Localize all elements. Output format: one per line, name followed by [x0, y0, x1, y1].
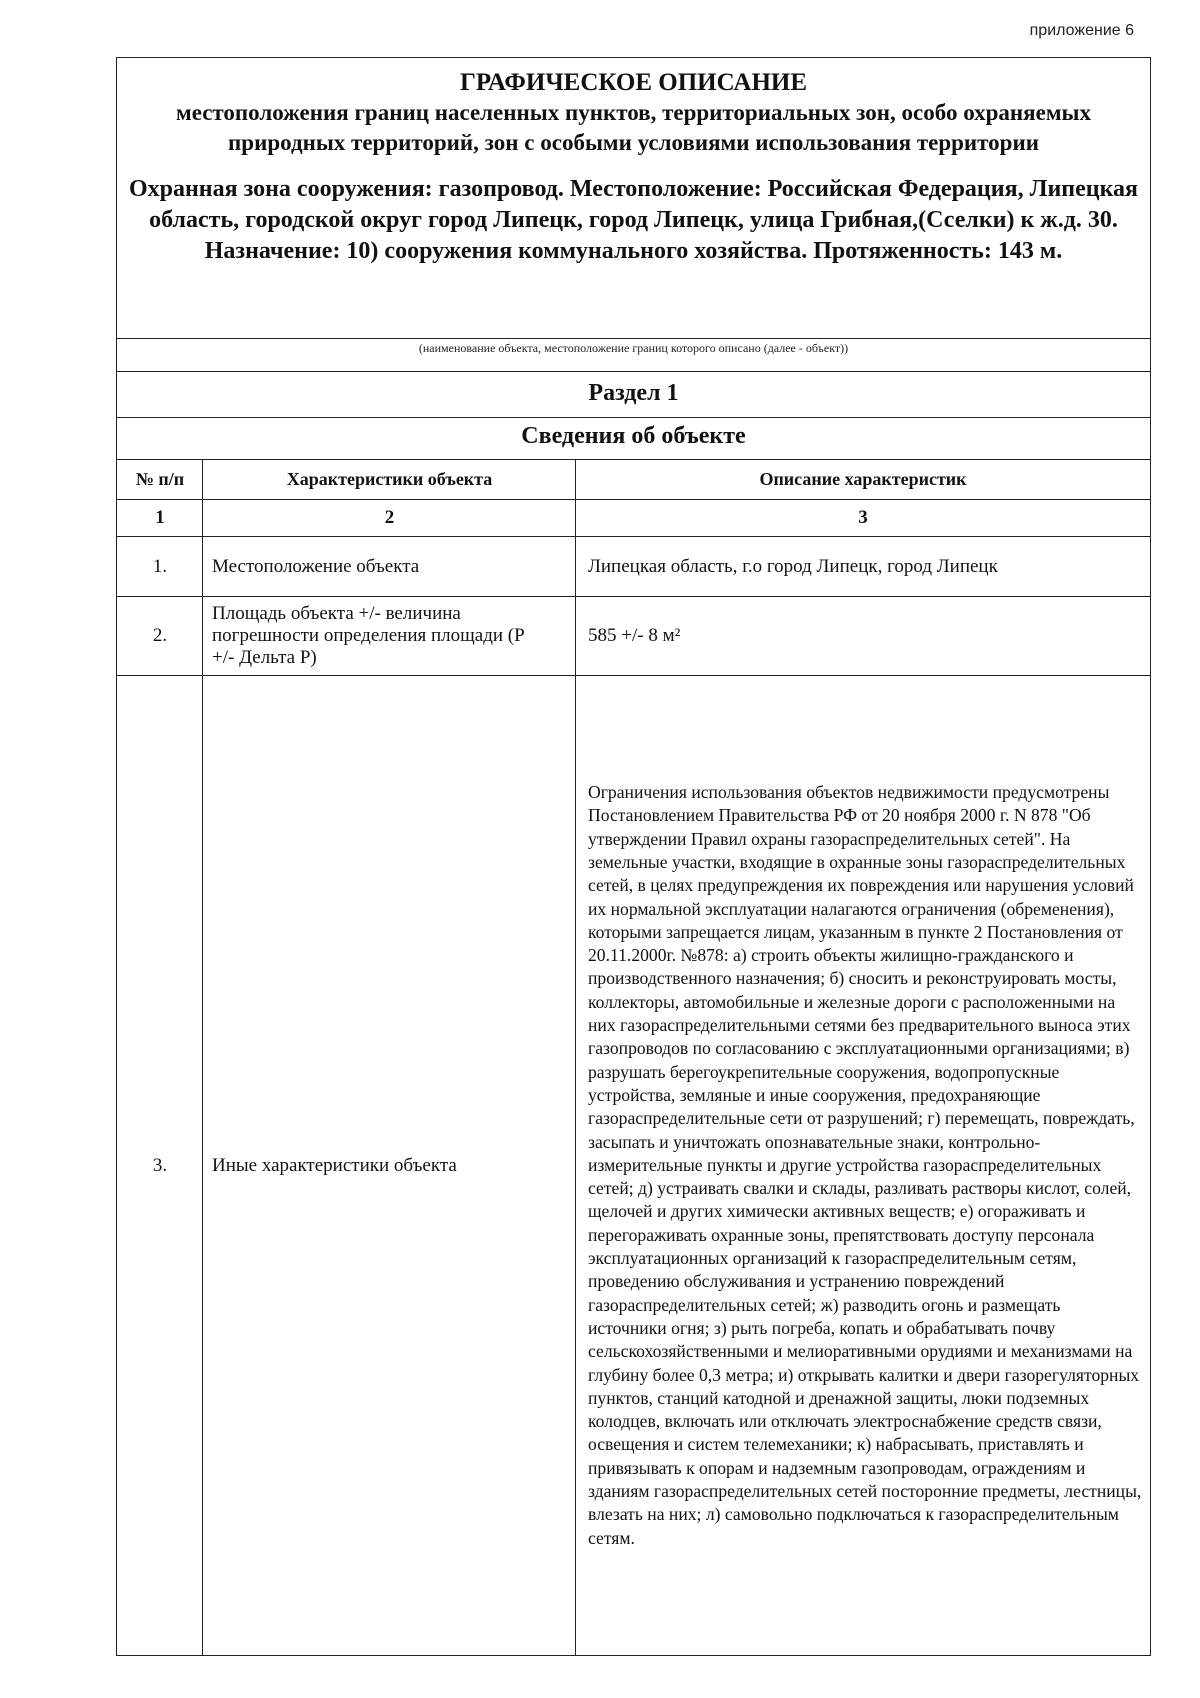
- header-characteristic: Характеристики объекта: [286, 469, 493, 489]
- row-3-characteristic: Иные характеристики объекта: [212, 1154, 457, 1176]
- divider: [117, 371, 1150, 372]
- column-number-3: 3: [858, 507, 868, 528]
- caption-divider: [117, 338, 1150, 339]
- column-number-2: 2: [384, 507, 395, 528]
- row-1-description: Липецкая область, г.о город Липецк, город Липецк: [588, 555, 998, 577]
- column-number-1: 1: [155, 507, 165, 528]
- row-2-description: 585 +/- 8 м²: [588, 625, 681, 646]
- header-description: Описание характеристик: [759, 469, 967, 489]
- document-frame: [116, 57, 1151, 1656]
- row-3-description: Ограничения использования объектов недвижимости предусмотрены Постановлением Правительства РФ от 20 ноября 2000 г. N 878 "Об утверждении Правил охраны газораспределительных сетей". На земельные участки, входящие в охранные зоны газораспределительных сетей, в целях предупреждения их повреждения или нарушения условий их нормальной эксплуатации налагаются ограничения (обременения), которыми запрещается лицам, указанным в пункте 2 Постановления от 20.11.2000г. №878: а) строить объекты жилищно-гражданского и производственного назначения; б) сносить и реконструировать мосты, коллекторы, автомобильные и железные дороги с расположенными на них газораспределительными сетями без предварительного выноса этих газопроводов по согласованию с эксплуатационными организациями; в) разрушать берегоукрепительные сооружения, водопропускные устройства, земляные и иные сооружения, предохраняющие газораспределительные сети от разрушений; г) перемещать, повреждать, засыпать и уничтожать опознавательные знаки, контрольно-измерительные пункты и другие устройства газораспределительных сетей; д) устраивать свалки и склады, разливать растворы кислот, солей, щелочей и других химически активных веществ; е) огораживать и перегораживать охранные зоны, препятствовать доступу персонала эксплуатационных организаций к газораспределительным сетям, проведению обслуживания и устранению повреждений газораспределительных сетей; ж) разводить огонь и размещать источники огня; з) рыть погреба, копать и обрабатывать почву сельскохозяйственными и мелиоративными орудиями и механизмами на глубину более 0,3 метра; и) открывать калитки и двери газорегуляторных пунктов, станций катодной и дренажной защиты, люки подземных колодцев, включать или отключать электроснабжение средств связи, освещения и систем телемеханики; к) набрасывать, приставлять и привязывать к опорам и надземным газопроводам, ограждениям и зданиям газораспределительных сетей посторонние предметы, лестницы, влезать на них; л) самовольно подключаться к газораспределительным сетям.: [588, 782, 1142, 1548]
- object-caption: (наименование объекта, местоположение границ которого описано (далее - объект)): [418, 341, 849, 355]
- section-subtitle: Сведения об объекте: [521, 423, 746, 449]
- divider: [117, 417, 1150, 418]
- document-header: [117, 58, 1150, 340]
- header-number: № п/п: [135, 469, 185, 489]
- appendix-label: приложение 6: [1029, 22, 1134, 39]
- document-title: ГРАФИЧЕСКОЕ ОПИСАНИЕ: [459, 69, 808, 96]
- row-2-number: 2.: [152, 625, 168, 646]
- section-title: Раздел 1: [588, 380, 679, 406]
- document-subtitle: местоположения границ населенных пунктов, территориальных зон, особо охраняемых природных территорий, зон с особыми условиями использования территории: [176, 100, 1091, 155]
- row-1-characteristic: Местоположение объекта: [212, 555, 420, 577]
- row-1-number: 1.: [152, 555, 168, 577]
- row-3-number: 3.: [152, 1154, 168, 1176]
- object-name: Охранная зона сооружения: газопровод. Местоположение: Российская Федерация, Липецкая область, городской округ город Липецк, город Липецк, улица Грибная,(Сселки) к ж.д. 30. Назначение: 10) сооружения коммунального хозяйства. Протяженность: 143 м.: [128, 176, 1139, 264]
- row-2-characteristic: Площадь объекта +/- величина погрешности определения площади (Р +/- Дельта Р): [212, 603, 525, 668]
